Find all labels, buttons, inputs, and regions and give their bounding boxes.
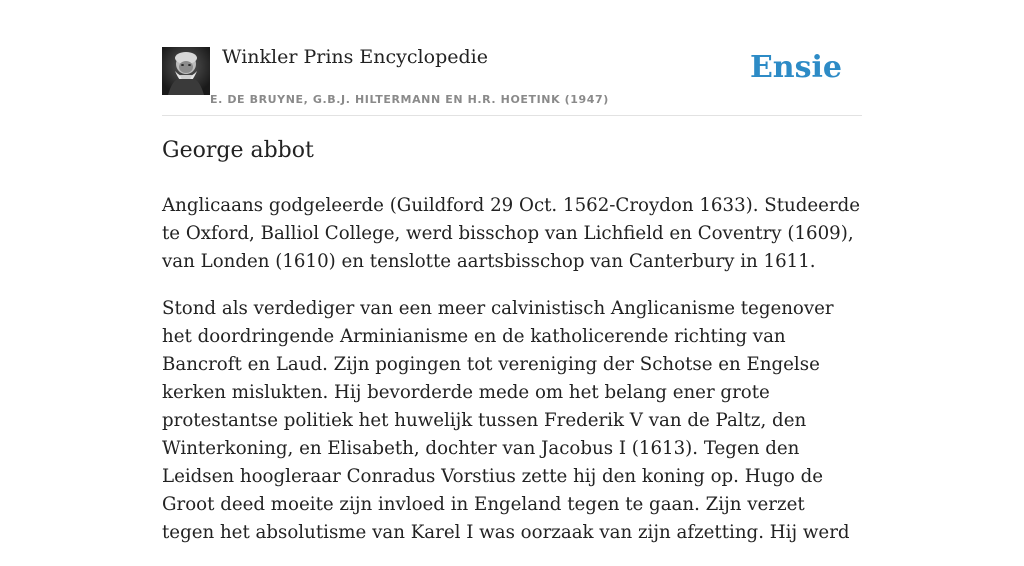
page-title: George abbot: [162, 138, 314, 163]
article-paragraph: Anglicaans godgeleerde (Guildford 29 Oct. 1562-Croydon 1633). Studeerde te Oxford, Balliol College, werd bisschop van Lichfield en Coventry (1609), van Londen (1610) en tenslotte aartsbisschop van Canterbury in 1611.: [162, 195, 861, 272]
article-body: [162, 192, 862, 566]
authors-credit: E. DE BRUYNE, G.B.J. HILTERMANN EN H.R. HOETINK (1947): [210, 93, 609, 106]
bearded-man-portrait-icon: [162, 47, 210, 95]
article-paragraph: Stond als verdediger van een meer calvinistisch Anglicanisme tegenover het doordringende Arminianisme en de katholicerende richting van Bancroft en Laud. Zijn pogingen tot vereniging der Schotse en Engelse kerken mislukten. Hij bevorderde mede om het belang ener grote protestantse politiek het huwelijk tussen Frederik V van de Paltz, den Winterkoning, en Elisabeth, dochter van Jacobus I (1613). Tegen den Leidsen hoogleraar Conradus Vorstius zette hij den koning op. Hugo de Groot deed moeite zijn invloed in Engeland tegen te gaan. Zijn verzet tegen het absolutisme van Karel I was oorzaak van zijn afzetting. Hij werd: [162, 298, 850, 543]
site-name[interactable]: Winkler Prins Encyclopedie: [222, 46, 488, 68]
avatar[interactable]: [162, 47, 210, 95]
brand-logo[interactable]: Ensie: [749, 50, 842, 85]
site-header: [162, 46, 862, 116]
